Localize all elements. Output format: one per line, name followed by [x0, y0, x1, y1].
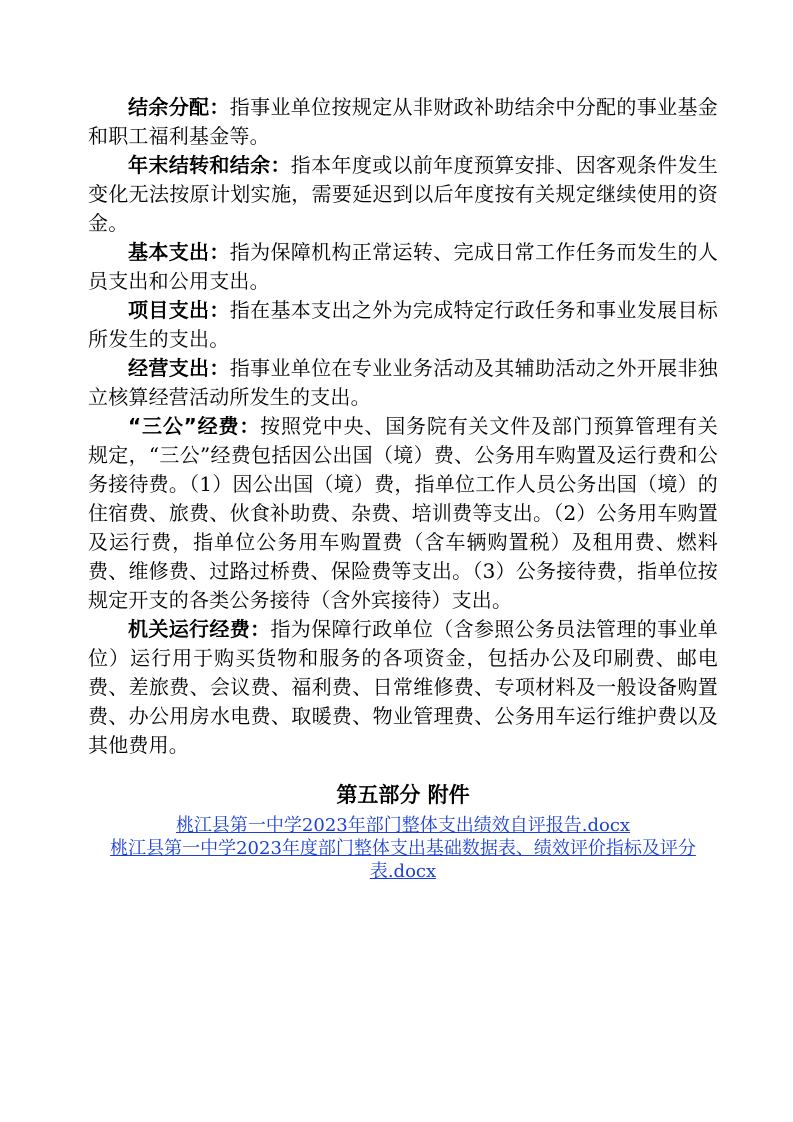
definition-term: 经营支出：: [128, 356, 230, 380]
definition-term: 年末结转和结余：: [128, 153, 291, 177]
definition-text: 指为保障机构正常运转、完成日常工作任务而发生的人员支出和公用支出。: [88, 240, 718, 293]
definition-text: 指事业单位按规定从非财政补助结余中分配的事业基金和职工福利基金等。: [88, 95, 718, 148]
definition-paragraph: [88, 93, 718, 151]
definition-text: 按照党中央、国务院有关文件及部门预算管理有关规定，“三公”经费包括因公出国（境）费、公务用车购置及运行费和公务接待费。（1）因公出国（境）费，指单位工作人员公务出国（境）的住宿费、旅费、伙食补助费、杂费、培训费等支出。（2）公务用车购置及运行费，指单位公务用车购置费（含车辆购置税）及租用费、燃料费、维修费、过路过桥费、保险费等支出。（3）公务接待费，指单位按规定开支的各类公务接待（含外宾接待）支出。: [88, 414, 718, 612]
attachment-list: [88, 814, 718, 883]
definition-text: 指为保障行政单位（含参照公务员法管理的事业单位）运行用于购买货物和服务的各项资金，包括办公及印刷费、邮电费、差旅费、会议费、福利费、日常维修费、专项材料及一般设备购置费、办公用房水电费、取暖费、物业管理费、公务用车运行维护费以及其他费用。: [88, 617, 718, 757]
section-title: 第五部分 附件: [336, 783, 470, 807]
definition-paragraph: [88, 615, 718, 760]
definition-paragraph: [88, 296, 718, 354]
document-page: [88, 93, 718, 883]
definition-text: 指事业单位在专业业务活动及其辅助活动之外开展非独立核算经营活动所发生的支出。: [88, 356, 718, 409]
definition-paragraph: [88, 238, 718, 296]
definition-term: 项目支出：: [128, 298, 230, 322]
attachment-link-data-table[interactable]: 桃江县第一中学2023年度部门整体支出基础数据表、绩效评价指标及评分表.docx: [110, 838, 696, 882]
definition-term: 结余分配：: [128, 95, 230, 119]
definition-paragraph: [88, 151, 718, 238]
definition-paragraph: [88, 354, 718, 412]
definition-text: 指本年度或以前年度预算安排、因客观条件发生变化无法按原计划实施，需要延迟到以后年度按有关规定继续使用的资金。: [88, 153, 718, 235]
definition-term: 机关运行经费：: [128, 617, 271, 641]
definition-term: “三公”经费：: [128, 414, 261, 438]
definition-paragraph: [88, 412, 718, 615]
attachment-link-self-evaluation-report[interactable]: 桃江县第一中学2023年部门整体支出绩效自评报告.docx: [175, 815, 631, 836]
definition-text: 指在基本支出之外为完成特定行政任务和事业发展目标所发生的支出。: [88, 298, 718, 351]
definition-term: 基本支出：: [128, 240, 230, 264]
